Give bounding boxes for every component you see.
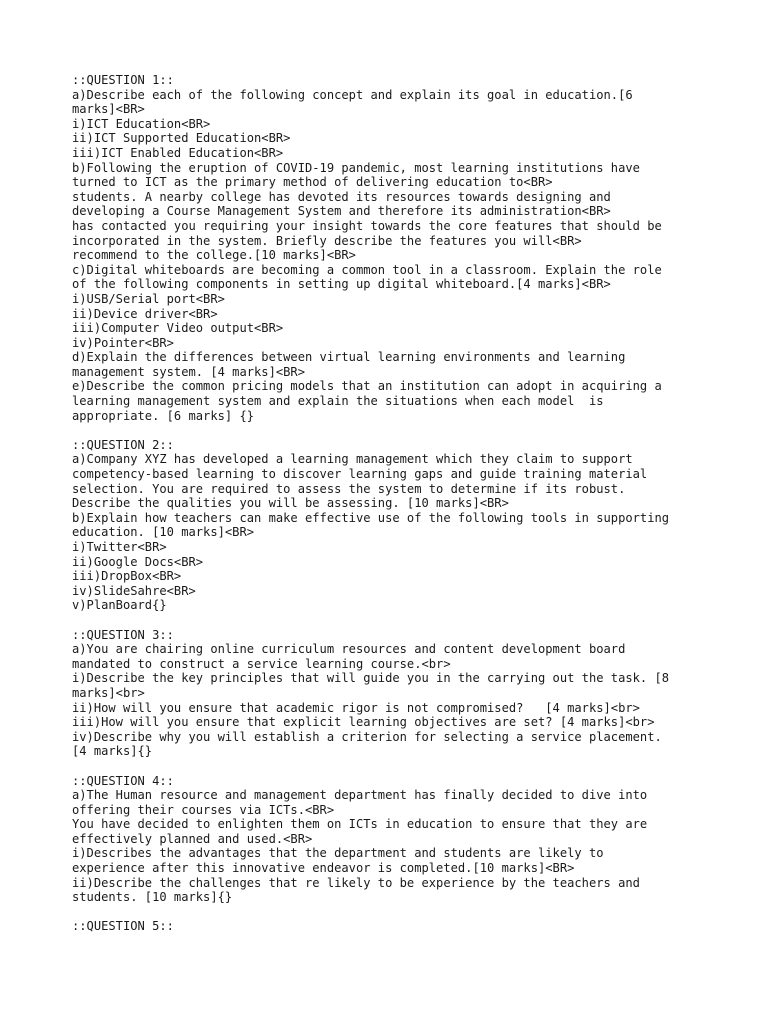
text-line: incorporated in the system. Briefly describe the features you will<BR> <box>72 233 582 248</box>
text-line: recommend to the college.[10 marks]<BR> <box>72 248 356 263</box>
text-line: i)ICT Education<BR> <box>72 116 211 131</box>
document-body <box>72 73 752 934</box>
text-line: marks]<BR> <box>72 102 145 117</box>
text-line: experience after this innovative endeavor is completed.[10 marks]<BR> <box>72 861 575 876</box>
text-line: b)Explain how teachers can make effective use of the following tools in supporting <box>72 510 670 525</box>
question-heading: ::QUESTION 2:: <box>72 437 174 452</box>
text-line: iii)Computer Video output<BR> <box>72 321 284 336</box>
text-line: i)Describes the advantages that the department and students are likely to <box>72 846 604 861</box>
text-line: education. [10 marks]<BR> <box>72 525 255 540</box>
text-line: competency-based learning to discover learning gaps and guide training material <box>72 467 648 482</box>
text-line: You have decided to enlighten them on ICTs in education to ensure that they are <box>72 817 648 832</box>
text-line: a)The Human resource and management department has finally decided to dive into <box>72 788 648 803</box>
text-line: of the following components in setting up digital whiteboard.[4 marks]<BR> <box>72 277 611 292</box>
text-line: management system. [4 marks]<BR> <box>72 364 305 379</box>
text-line: turned to ICT as the primary method of delivering education to<BR> <box>72 175 553 190</box>
text-line: learning management system and explain the situations when each model is <box>72 394 604 409</box>
blank-line <box>72 759 752 774</box>
text-line: a)You are chairing online curriculum resources and content development board <box>72 642 626 657</box>
text-line: i)Describe the key principles that will guide you in the carrying out the task. [8 <box>72 671 670 686</box>
text-line: mandated to construct a service learning course.<br> <box>72 656 451 671</box>
text-line: appropriate. [6 marks] {} <box>72 408 255 423</box>
text-line: offering their courses via ICTs.<BR> <box>72 802 335 817</box>
text-line: developing a Course Management System and therefore its administration<BR> <box>72 204 611 219</box>
text-line: iv)SlideSahre<BR> <box>72 583 196 598</box>
text-line: iii)ICT Enabled Education<BR> <box>72 145 284 160</box>
text-line: iv)Describe why you will establish a criterion for selecting a service placement. <box>72 729 662 744</box>
text-line: selection. You are required to assess the system to determine if its robust. <box>72 481 626 496</box>
text-line: students. [10 marks]{} <box>72 890 233 905</box>
text-line: ii)Device driver<BR> <box>72 306 218 321</box>
blank-line <box>72 423 752 438</box>
text-line: iv)Pointer<BR> <box>72 335 174 350</box>
text-line: iii)DropBox<BR> <box>72 569 182 584</box>
blank-line <box>72 905 752 920</box>
question-heading: ::QUESTION 3:: <box>72 627 174 642</box>
text-line: i)Twitter<BR> <box>72 540 167 554</box>
text-line: d)Explain the differences between virtual learning environments and learning <box>72 350 626 365</box>
text-line: ii)How will you ensure that academic rigor is not compromised? [4 marks]<br> <box>72 700 640 715</box>
text-line: [4 marks]{} <box>72 744 153 759</box>
text-line: a)Describe each of the following concept and explain its goal in education.[6 <box>72 87 633 102</box>
text-line: v)PlanBoard{} <box>72 598 167 613</box>
text-line: Describe the qualities you will be assessing. [10 marks]<BR> <box>72 496 509 511</box>
text-line: has contacted you requiring your insight towards the core features that should be <box>72 218 662 233</box>
text-line: iii)How will you ensure that explicit learning objectives are set? [4 marks]<br> <box>72 715 655 730</box>
text-line: students. A nearby college has devoted its resources towards designing and <box>72 189 611 204</box>
text-line: ii)ICT Supported Education<BR> <box>72 131 291 146</box>
text-line: ii)Describe the challenges that re likely to be experience by the teachers and <box>72 875 640 890</box>
text-line: a)Company XYZ has developed a learning management which they claim to support <box>72 452 633 467</box>
text-line: c)Digital whiteboards are becoming a common tool in a classroom. Explain the role <box>72 262 662 277</box>
text-line: ii)Google Docs<BR> <box>72 554 204 569</box>
text-line: i)USB/Serial port<BR> <box>72 291 225 306</box>
text-line: marks]<br> <box>72 685 145 700</box>
text-line: e)Describe the common pricing models that an institution can adopt in acquiring a <box>72 379 662 394</box>
question-heading: ::QUESTION 5:: <box>72 919 174 934</box>
text-line: effectively planned and used.<BR> <box>72 831 313 846</box>
text-line: b)Following the eruption of COVID-19 pandemic, most learning institutions have <box>72 160 640 175</box>
blank-line <box>72 613 752 628</box>
question-heading: ::QUESTION 4:: <box>72 773 174 788</box>
question-heading: ::QUESTION 1:: <box>72 73 174 87</box>
